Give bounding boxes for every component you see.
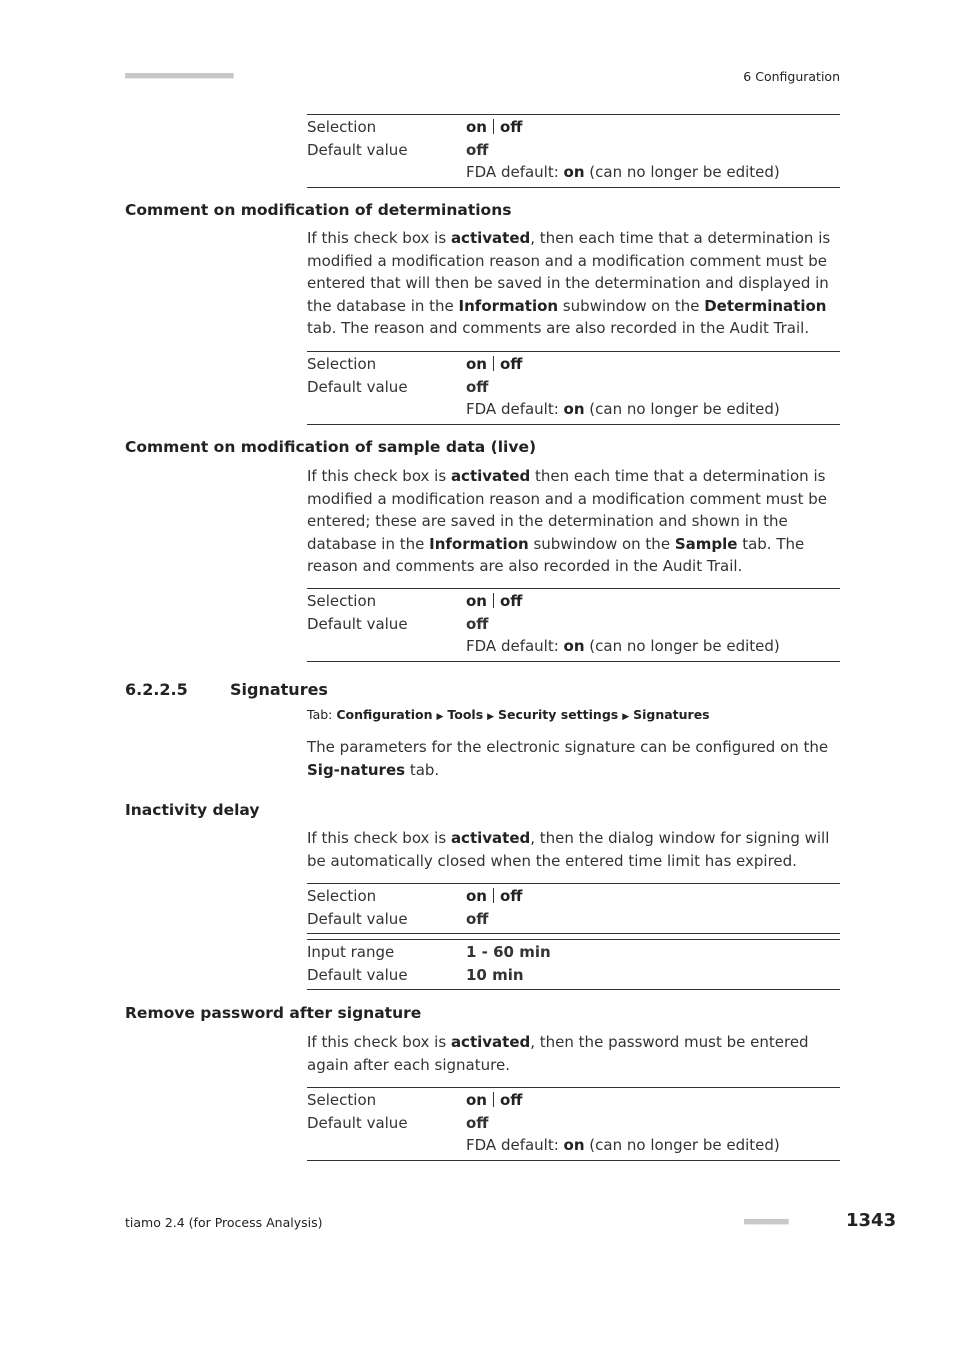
- header-section: 6 Configuration: [743, 69, 840, 84]
- section-title: Signatures: [230, 680, 328, 699]
- selection-label: Selection: [307, 118, 377, 136]
- selection-row: [307, 116, 840, 139]
- heading-comment-sample: Comment on modification of sample data (live): [125, 438, 537, 456]
- heading-remove-password: Remove password after signature: [125, 1004, 422, 1022]
- heading-comment-determinations: Comment on modification of determinations: [125, 201, 512, 219]
- para-remove-password: If this check box is activated, then the password must be entered again after each signature.: [307, 1033, 809, 1074]
- inactivity-default-value: 10 min: [466, 965, 524, 984]
- default-row: [307, 139, 840, 162]
- param-table-inactivity: Selection on off Default value off: [307, 883, 840, 934]
- para-comment-determinations: If this check box is activated, then each time that a determination is modified a modification reason and a modification comment must be entered that will then be saved in the determination and displayed in the database in the Information subwindow on the Determination tab. The reason and comments are also recorded in the Audit Trail.: [307, 229, 831, 337]
- arrow-icon: ▶: [622, 712, 630, 722]
- param-table-determinations: Selection on off Default value off FDA default: on (can no longer be edited): [307, 351, 840, 425]
- tab-path: Tab: Configuration ▶ Tools ▶ Security settings ▶ Signatures: [307, 707, 710, 722]
- fda-prefix: FDA default:: [466, 163, 564, 181]
- header-decoration: ■■■■■■■■■■■■■■■■■■■■■■: [125, 71, 234, 81]
- arrow-icon: ▶: [436, 712, 444, 722]
- page-number: 1343: [846, 1210, 897, 1231]
- para-comment-sample: If this check box is activated then each time that a determination is modified a modification reason and a modification comment must be entered; these are saved in the determination and shown in the database in the Information subwindow on the Sample tab. The reason and comments are also recorded in the Audit Trail.: [307, 467, 827, 575]
- default-label: Default value: [307, 140, 408, 159]
- input-range-value: 1 - 60 min: [466, 943, 551, 961]
- param-table-remove-password: Selection on off Default value off FDA default: on (can no longer be edited): [307, 1087, 840, 1161]
- param-table-sample: Selection on off Default value off FDA default: on (can no longer be edited): [307, 588, 840, 662]
- heading-inactivity-delay: Inactivity delay: [125, 801, 260, 819]
- param-table-top: [307, 114, 840, 188]
- param-table-inactivity-range: Input range 1 - 60 min Default value 10 min: [307, 939, 840, 990]
- option-on: on: [466, 118, 487, 136]
- default-value: off: [466, 140, 489, 159]
- footer-product: tiamo 2.4 (for Process Analysis): [125, 1215, 323, 1230]
- fda-row: [307, 161, 840, 184]
- section-number: 6.2.2.5: [125, 680, 188, 699]
- fda-value: on: [563, 163, 585, 181]
- input-range-label: Input range: [307, 943, 395, 961]
- signatures-intro: The parameters for the electronic signature can be configured on the Sig-natures tab.: [307, 738, 829, 779]
- option-off: off: [499, 118, 523, 136]
- fda-suffix: (can no longer be edited): [584, 163, 780, 181]
- arrow-icon: ▶: [487, 712, 495, 722]
- footer-decoration: ■■■■■■■■■: [744, 1217, 789, 1227]
- para-inactivity-delay: If this check box is activated, then the dialog window for signing will be automatically closed when the entered time limit has expired.: [307, 829, 830, 870]
